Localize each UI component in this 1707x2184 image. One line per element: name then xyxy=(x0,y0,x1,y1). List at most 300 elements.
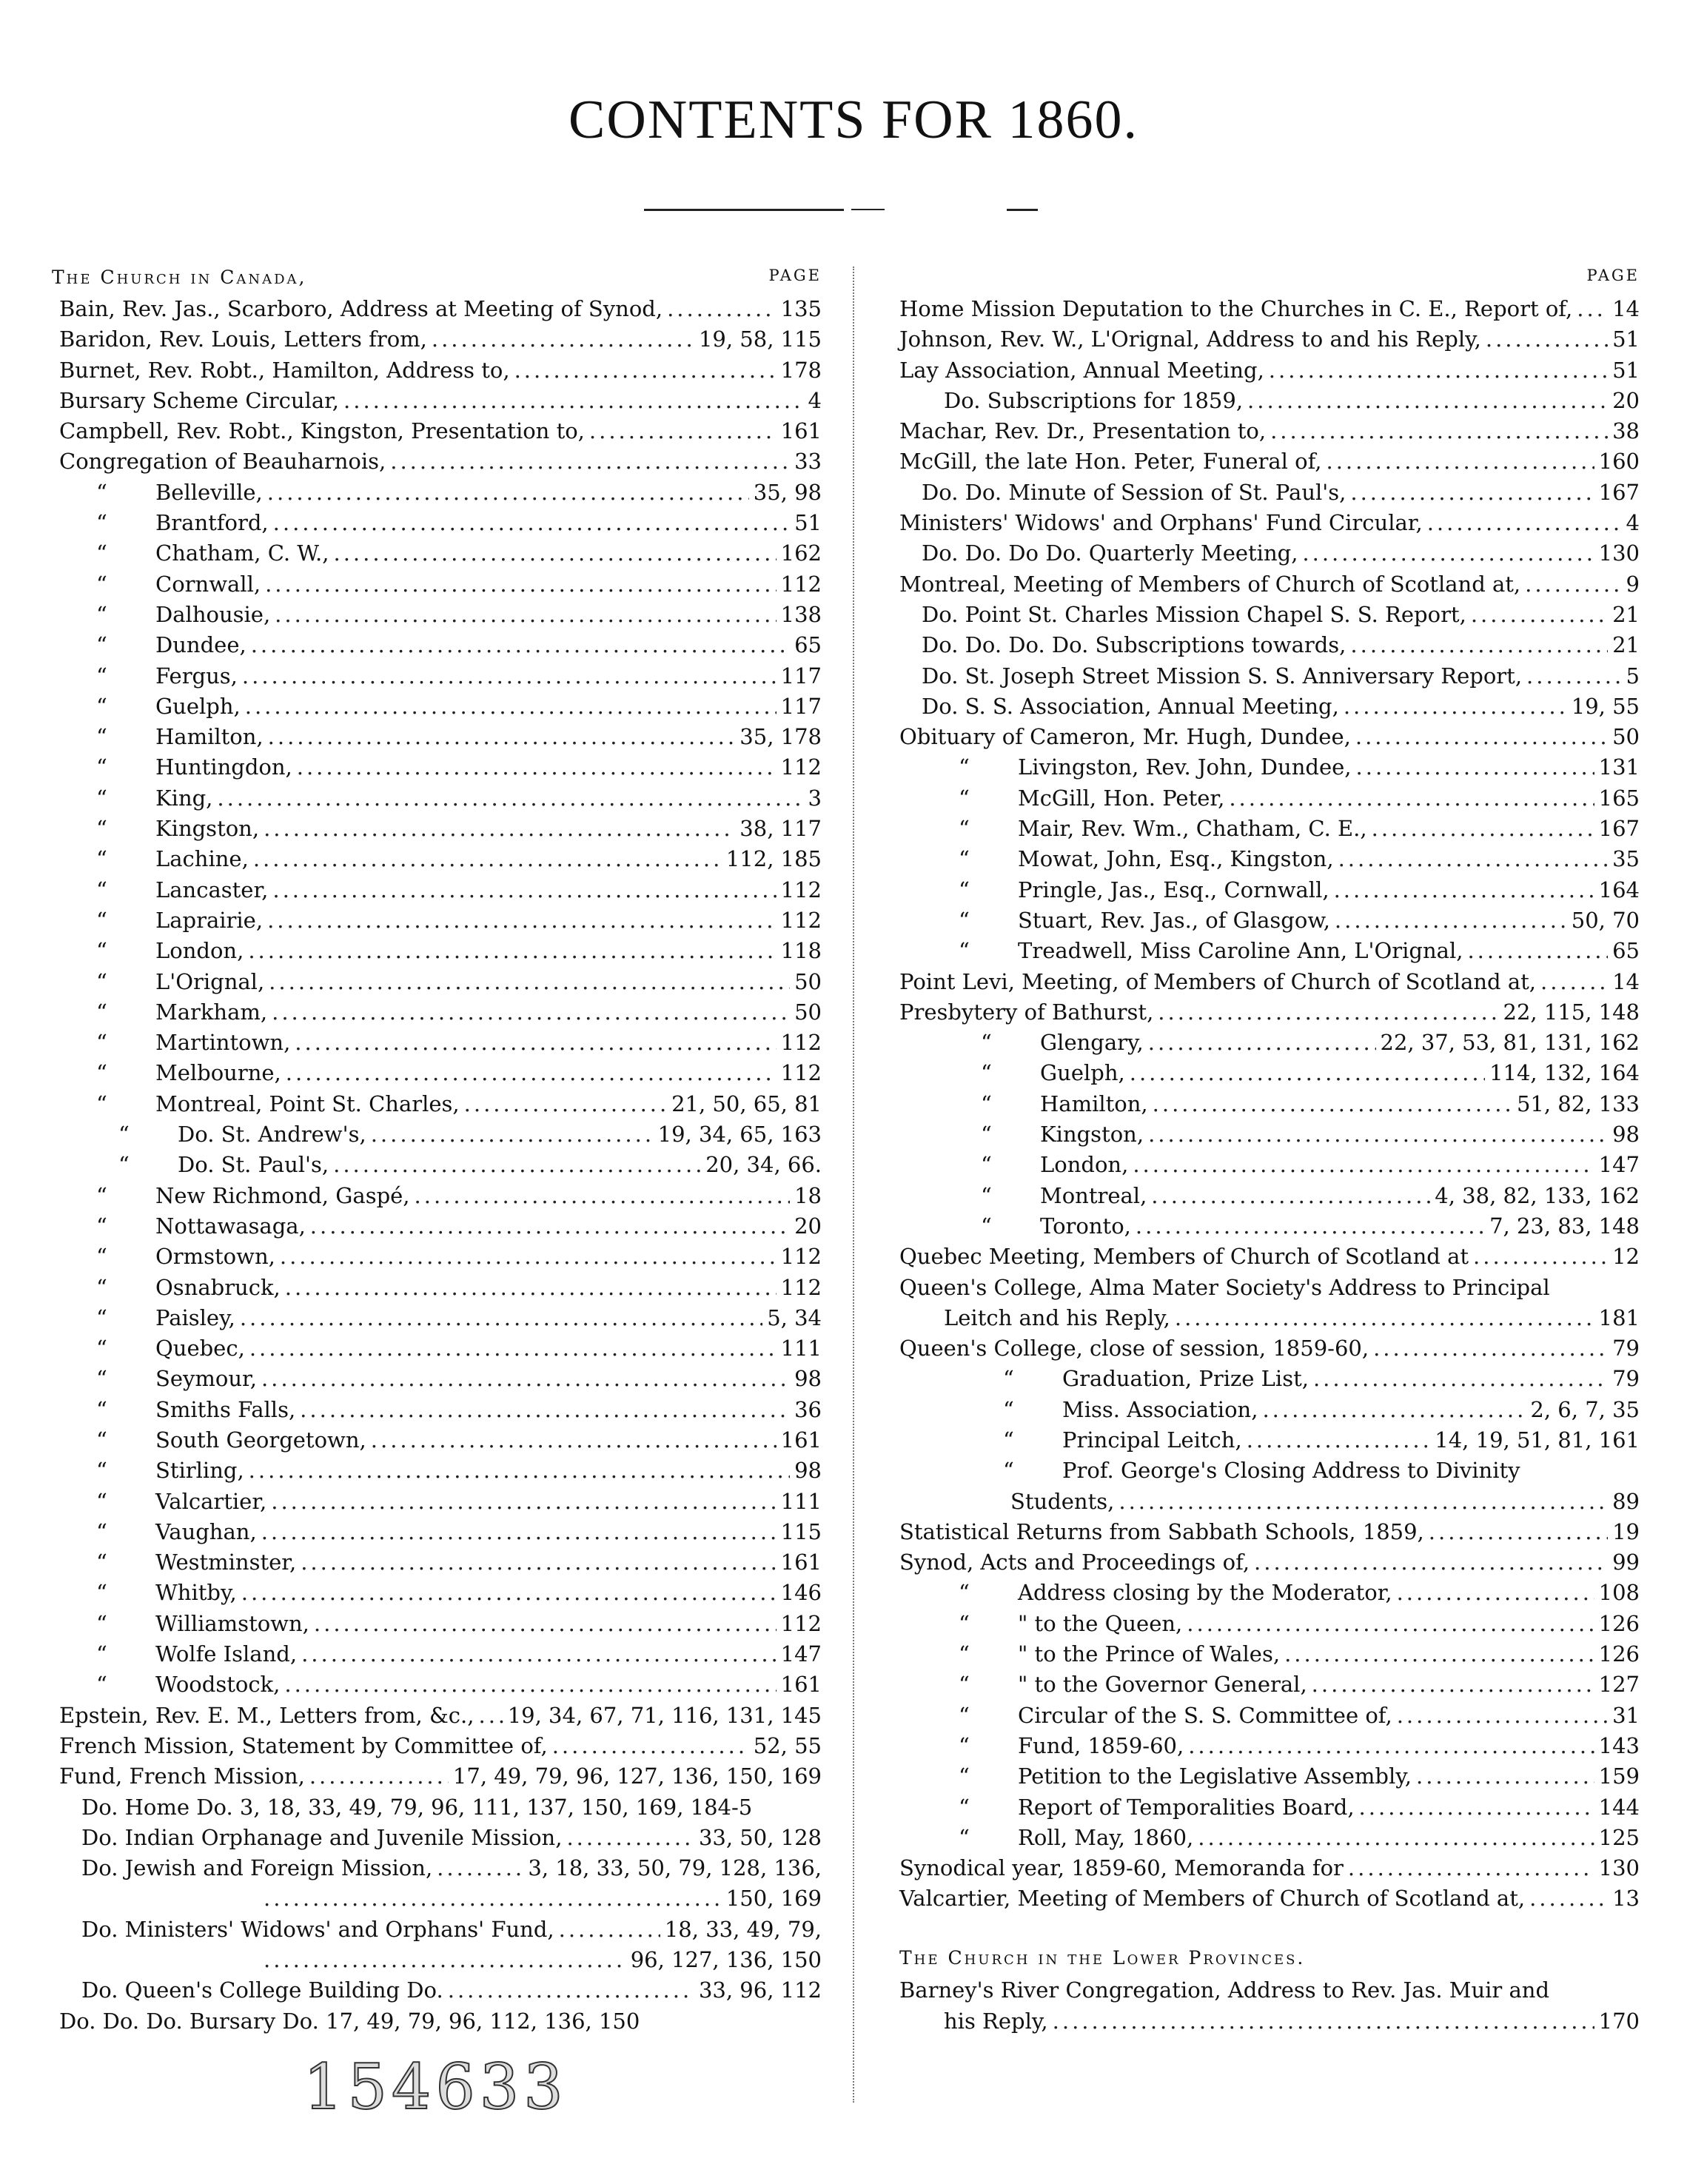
dot-leader xyxy=(280,1244,777,1269)
ditto-mark: “ xyxy=(96,1550,107,1575)
dot-leader xyxy=(1053,2009,1594,2034)
dot-leader xyxy=(566,1825,694,1850)
entry-pages: 12 xyxy=(1612,1244,1640,1270)
left-column-header xyxy=(52,267,822,296)
entry-label: Chatham, C. W., xyxy=(155,540,329,566)
ditto-mark: “ xyxy=(959,1641,970,1667)
dot-leader xyxy=(1247,388,1608,413)
page-column-label: PAGE xyxy=(768,267,822,284)
dot-leader xyxy=(1188,1733,1594,1758)
ditto-mark: “ xyxy=(96,540,107,566)
entry-label: Barney's River Congregation, Address to Rev. Jas. Muir and xyxy=(899,1977,1550,2003)
entry-label: Martintown, xyxy=(155,1030,291,1056)
index-entry xyxy=(899,480,1640,510)
entry-pages: 20, 34, 66. xyxy=(705,1152,822,1178)
entry-label: Do. Queen's College Building Do. xyxy=(81,1977,443,2003)
dot-leader xyxy=(297,754,777,780)
index-entry xyxy=(52,1427,822,1458)
dot-leader xyxy=(1540,969,1608,994)
dot-leader xyxy=(1525,572,1621,597)
entry-label: Point Levi, Meeting, of Members of Church of Scotland at, xyxy=(899,968,1536,994)
index-entry xyxy=(52,908,822,938)
entry-pages: 147 xyxy=(780,1641,822,1667)
index-entry xyxy=(899,1886,1640,1916)
right-entry-list xyxy=(899,296,1640,1917)
dot-leader xyxy=(261,1366,790,1391)
ditto-mark: “ xyxy=(96,1672,107,1698)
dot-leader xyxy=(1350,632,1608,657)
entry-label: Hamilton, xyxy=(1040,1091,1148,1116)
entry-label: Guelph, xyxy=(155,693,241,719)
entry-pages: 19, 55 xyxy=(1571,693,1640,719)
entry-pages: 164 xyxy=(1598,877,1640,902)
entry-pages: 167 xyxy=(1598,816,1640,842)
index-entry xyxy=(52,1763,822,1794)
entry-pages: 147 xyxy=(1598,1152,1640,1178)
entry-pages: 112 xyxy=(780,1060,822,1086)
section-heading: The Church in Canada, xyxy=(52,267,307,288)
entry-label: Quebec Meeting, Members of Church of Scotland at xyxy=(899,1244,1469,1270)
index-entry xyxy=(899,999,1640,1030)
dot-leader xyxy=(448,1977,694,2003)
index-entry xyxy=(899,1977,1640,2008)
dot-leader xyxy=(1151,1183,1430,1208)
index-entry xyxy=(52,480,822,510)
dot-leader xyxy=(1136,1213,1485,1239)
ditto-mark: “ xyxy=(981,1122,992,1148)
section-heading: The Church in the Lower Provinces. xyxy=(899,1947,1306,1969)
entry-pages: 51 xyxy=(1612,326,1640,352)
entry-label: Lachine, xyxy=(155,846,249,872)
entry-pages: 3, 18, 33, 50, 79, 128, 136, xyxy=(528,1855,822,1881)
dot-leader xyxy=(242,663,777,689)
index-entry xyxy=(52,1122,822,1152)
entry-label: Kingston, xyxy=(155,816,260,842)
ditto-mark: “ xyxy=(96,632,107,658)
index-entry xyxy=(899,632,1640,663)
entry-label: Fund, French Mission, xyxy=(59,1763,305,1789)
index-entry xyxy=(52,1886,822,1916)
ditto-mark: “ xyxy=(96,724,107,750)
index-entry xyxy=(899,1427,1640,1458)
index-entry xyxy=(899,969,1640,999)
index-entry xyxy=(899,326,1640,357)
index-entry xyxy=(52,754,822,785)
index-entry xyxy=(52,1611,822,1641)
entry-label: Paisley, xyxy=(155,1304,235,1330)
dot-leader xyxy=(269,969,790,994)
index-entry xyxy=(52,388,822,418)
index-entry xyxy=(52,1825,822,1855)
dot-leader xyxy=(1350,480,1594,505)
entry-pages: 117 xyxy=(780,693,822,719)
dot-leader xyxy=(1529,1886,1608,1911)
entry-pages: 51 xyxy=(1612,357,1640,383)
entry-pages: 178 xyxy=(780,357,822,383)
index-entry xyxy=(52,1795,822,1825)
entry-pages: 127 xyxy=(1598,1672,1640,1698)
entry-label: Osnabruck, xyxy=(155,1274,281,1300)
ditto-mark: “ xyxy=(96,968,107,994)
index-entry xyxy=(899,1580,1640,1610)
entry-pages: 130 xyxy=(1598,540,1640,566)
entry-pages: 19 xyxy=(1612,1518,1640,1544)
entry-label: Vaughan, xyxy=(155,1518,257,1544)
entry-pages: 126 xyxy=(1598,1610,1640,1636)
entry-pages: 138 xyxy=(780,601,822,627)
entry-pages: 130 xyxy=(1598,1855,1640,1881)
dot-leader xyxy=(295,1030,776,1055)
index-entry xyxy=(52,1580,822,1610)
entry-label: Livingston, Rev. John, Dundee, xyxy=(1018,754,1352,780)
entry-pages: 143 xyxy=(1598,1732,1640,1758)
ditto-mark: “ xyxy=(981,1060,992,1086)
entry-label: Epstein, Rev. E. M., Letters from, &c., xyxy=(59,1702,474,1728)
entry-label: Fund, 1859-60, xyxy=(1018,1732,1184,1758)
dot-leader xyxy=(267,908,777,933)
index-entry xyxy=(899,1733,1640,1763)
index-entry xyxy=(52,1947,822,1977)
ditto-mark: “ xyxy=(959,754,970,780)
entry-pages: 112 xyxy=(780,571,822,597)
dot-leader xyxy=(479,1703,503,1728)
entry-label: Stirling, xyxy=(155,1458,244,1484)
index-entry xyxy=(899,663,1640,694)
entry-label: Montreal, Point St. Charles, xyxy=(155,1091,460,1116)
entry-pages: 22, 115, 148 xyxy=(1503,999,1640,1025)
entry-pages: 181 xyxy=(1598,1304,1640,1330)
index-entry xyxy=(899,785,1640,816)
page-column-label: PAGE xyxy=(1586,267,1640,284)
entry-label: Valcartier, Meeting of Members of Church of Scotland at, xyxy=(899,1886,1526,1912)
dot-leader xyxy=(1526,663,1622,689)
entry-label: London, xyxy=(155,938,244,964)
entry-label: Fergus, xyxy=(155,663,238,689)
dot-leader xyxy=(268,724,736,749)
ditto-mark: “ xyxy=(959,1794,970,1820)
index-entry xyxy=(899,388,1640,418)
entry-label: Toronto, xyxy=(1040,1213,1131,1239)
index-entry xyxy=(899,1519,1640,1550)
dot-leader xyxy=(343,388,804,413)
entry-pages: 111 xyxy=(780,1488,822,1514)
index-entry xyxy=(52,816,822,846)
dot-leader xyxy=(275,602,776,627)
ditto-mark: “ xyxy=(96,1458,107,1484)
ditto-mark: “ xyxy=(959,1610,970,1636)
entry-pages: 35 xyxy=(1612,846,1640,872)
entry-pages: 98 xyxy=(1612,1122,1640,1148)
index-entry xyxy=(52,846,822,877)
entry-label: Obituary of Cameron, Mr. Hugh, Dundee, xyxy=(899,724,1351,750)
entry-label: his Reply, xyxy=(944,2008,1048,2034)
entry-label: " to the Queen, xyxy=(1018,1610,1183,1636)
entry-pages: 98 xyxy=(794,1366,822,1392)
ditto-mark: “ xyxy=(959,1702,970,1728)
entry-pages: 65 xyxy=(1612,938,1640,964)
index-entry xyxy=(899,1336,1640,1366)
dot-leader xyxy=(1338,846,1609,871)
dot-leader xyxy=(1397,1580,1594,1605)
index-entry xyxy=(52,358,822,388)
entry-label: Bain, Rev. Jas., Scarboro, Address at Meeting of Synod, xyxy=(59,296,663,321)
index-entry xyxy=(52,1672,822,1702)
dot-leader xyxy=(264,1947,626,1972)
dot-leader xyxy=(371,1122,654,1147)
entry-label: Pringle, Jas., Esq., Cornwall, xyxy=(1018,877,1329,902)
dot-leader xyxy=(1473,1244,1608,1269)
ditto-mark: “ xyxy=(96,693,107,719)
dot-leader xyxy=(272,999,790,1025)
index-entry xyxy=(899,938,1640,968)
entry-label: Dalhousie, xyxy=(155,601,271,627)
entry-pages: 89 xyxy=(1612,1488,1640,1514)
entry-label: Westminster, xyxy=(155,1550,297,1575)
entry-pages: 50 xyxy=(794,968,822,994)
entry-label: New Richmond, Gaspé, xyxy=(155,1182,410,1208)
entry-label: Baridon, Rev. Louis, Letters from, xyxy=(59,326,427,352)
entry-pages: 2, 6, 7, 35 xyxy=(1530,1396,1640,1422)
ditto-mark: “ xyxy=(959,1672,970,1698)
index-entry xyxy=(52,1519,822,1550)
dot-leader xyxy=(1577,296,1608,321)
left-column xyxy=(52,267,822,2039)
dot-leader xyxy=(1187,1611,1594,1636)
entry-label: Whitby, xyxy=(155,1580,237,1606)
entry-pages: 7, 23, 83, 148 xyxy=(1489,1213,1640,1239)
dot-leader xyxy=(1229,785,1594,811)
index-entry xyxy=(899,510,1640,540)
entry-label: Montreal, xyxy=(1040,1182,1147,1208)
ditto-mark: “ xyxy=(96,938,107,964)
dot-leader xyxy=(1130,1060,1485,1085)
ditto-mark: “ xyxy=(959,785,970,811)
index-entry xyxy=(52,1489,822,1519)
index-entry xyxy=(52,1855,822,1886)
dot-leader xyxy=(248,938,776,963)
dot-leader xyxy=(559,1917,660,1942)
entry-label: Do. Subscriptions for 1859, xyxy=(944,387,1244,413)
entry-label: Smiths Falls, xyxy=(155,1396,296,1422)
ditto-mark: “ xyxy=(96,479,107,505)
index-entry xyxy=(52,1397,822,1427)
ditto-mark: “ xyxy=(981,1091,992,1116)
dot-leader xyxy=(1284,1641,1594,1667)
entry-label: Wolfe Island, xyxy=(155,1641,298,1667)
entry-label: Prof. George's Closing Address to Divinity xyxy=(1062,1458,1520,1484)
dot-leader xyxy=(300,1397,790,1422)
index-entry xyxy=(899,1641,1640,1672)
entry-pages: 161 xyxy=(780,1550,822,1575)
dot-leader xyxy=(1175,1305,1594,1330)
entry-pages: 5 xyxy=(1626,663,1640,689)
entry-pages: 79 xyxy=(1612,1366,1640,1392)
dot-leader xyxy=(251,632,790,657)
index-entry xyxy=(899,358,1640,388)
entry-label: Glengary, xyxy=(1040,1030,1144,1056)
dot-leader xyxy=(415,1183,791,1208)
index-entry xyxy=(52,1275,822,1305)
library-stamp-number: 154633 xyxy=(303,2051,568,2123)
dot-leader xyxy=(1312,1672,1594,1697)
index-entry xyxy=(52,1733,822,1763)
entry-label: Do. Indian Orphanage and Juvenile Mission, xyxy=(81,1824,563,1850)
entry-pages: 33 xyxy=(794,449,822,475)
entry-pages: 112 xyxy=(780,1244,822,1270)
ditto-mark: “ xyxy=(981,1152,992,1178)
entry-label: Miss. Association, xyxy=(1062,1396,1258,1422)
entry-label: Address closing by the Moderator, xyxy=(1018,1580,1392,1606)
entry-label: Markham, xyxy=(155,999,268,1025)
index-entry xyxy=(52,632,822,663)
entry-pages: 65 xyxy=(794,632,822,658)
entry-pages: 33, 96, 112 xyxy=(698,1977,822,2003)
index-entry xyxy=(899,296,1640,326)
entry-pages: 118 xyxy=(780,938,822,964)
dot-leader xyxy=(333,1152,701,1177)
entry-label: McGill, the late Hon. Peter, Funeral of, xyxy=(899,449,1322,475)
entry-label: Burnet, Rev. Robt., Hamilton, Address to, xyxy=(59,357,510,383)
right-column-header xyxy=(899,267,1640,296)
entry-label: Do. Do. Do. Do. Subscriptions towards, xyxy=(922,632,1347,658)
entry-pages: 13 xyxy=(1612,1886,1640,1912)
entry-pages: 135 xyxy=(780,296,822,321)
entry-label: Do. S. S. Association, Annual Meeting, xyxy=(922,693,1339,719)
ditto-mark: “ xyxy=(96,877,107,902)
index-entry xyxy=(899,877,1640,908)
entry-label: Mair, Rev. Wm., Chatham, C. E., xyxy=(1018,816,1367,842)
index-entry xyxy=(52,999,822,1030)
entry-pages: 14, 19, 51, 81, 161 xyxy=(1435,1427,1640,1453)
index-entry xyxy=(899,724,1640,754)
entry-pages: 22, 37, 53, 81, 131, 162 xyxy=(1380,1030,1640,1056)
index-entry xyxy=(899,846,1640,877)
index-entry xyxy=(899,1275,1640,1305)
dot-leader xyxy=(310,1213,790,1239)
ditto-mark: “ xyxy=(96,1091,107,1116)
ditto-mark: “ xyxy=(96,1030,107,1056)
entry-label: Synod, Acts and Proceedings of, xyxy=(899,1550,1250,1575)
entry-pages: 160 xyxy=(1598,449,1640,475)
entry-pages: 112 xyxy=(780,1274,822,1300)
index-entry xyxy=(52,1977,822,2008)
entry-pages: 19, 34, 67, 71, 116, 131, 145 xyxy=(507,1702,822,1728)
entry-pages: 21 xyxy=(1612,601,1640,627)
entry-label: Roll, May, 1860, xyxy=(1018,1824,1194,1850)
title-rule-left xyxy=(644,209,844,211)
entry-label: Report of Temporalities Board, xyxy=(1018,1794,1355,1820)
entry-pages: 19, 58, 115 xyxy=(698,326,822,352)
index-entry xyxy=(899,1213,1640,1244)
entry-pages: 159 xyxy=(1598,1763,1640,1789)
entry-pages: 4, 38, 82, 133, 162 xyxy=(1435,1182,1640,1208)
entry-pages: 79 xyxy=(1612,1336,1640,1361)
entry-label: Mowat, John, Esq., Kingston, xyxy=(1018,846,1334,872)
entry-label: Hamilton, xyxy=(155,724,264,750)
dot-leader xyxy=(1133,1152,1594,1177)
index-entry xyxy=(899,1489,1640,1519)
index-entry xyxy=(52,2009,822,2039)
dot-leader xyxy=(1427,510,1622,535)
index-entry xyxy=(899,1855,1640,1886)
index-entry xyxy=(899,1763,1640,1794)
ditto-mark: “ xyxy=(959,938,970,964)
entry-label: " to the Governor General, xyxy=(1018,1672,1307,1698)
entry-label: Bursary Scheme Circular, xyxy=(59,387,340,413)
entry-pages: 51 xyxy=(794,510,822,536)
entry-label: French Mission, Statement by Committee of, xyxy=(59,1732,548,1758)
index-entry xyxy=(899,1550,1640,1580)
dot-leader xyxy=(245,694,777,719)
entry-label: Home Mission Deputation to the Churches in C. E., Report of, xyxy=(899,296,1573,321)
entry-pages: 161 xyxy=(780,418,822,444)
entry-pages: 115 xyxy=(780,1518,822,1544)
ditto-mark: “ xyxy=(96,846,107,872)
ditto-mark: “ xyxy=(96,1427,107,1453)
ditto-mark: “ xyxy=(96,510,107,536)
dot-leader xyxy=(589,418,777,443)
index-entry xyxy=(899,908,1640,938)
dot-leader xyxy=(1247,1427,1431,1453)
entry-pages: 14 xyxy=(1612,968,1640,994)
dot-leader xyxy=(241,1580,777,1605)
ditto-mark: “ xyxy=(96,571,107,597)
entry-pages: 36 xyxy=(794,1396,822,1422)
entry-label: Do. Jewish and Foreign Mission, xyxy=(81,1855,433,1881)
entry-label: Laprairie, xyxy=(155,907,264,933)
dot-leader xyxy=(249,1336,777,1361)
dot-leader xyxy=(249,1458,790,1483)
lower-entry-list xyxy=(899,1977,1640,2039)
ditto-mark: “ xyxy=(959,907,970,933)
dot-leader xyxy=(286,1060,777,1085)
left-entry-list xyxy=(52,296,822,2039)
entry-pages: 5, 34 xyxy=(767,1304,822,1330)
entry-pages: 126 xyxy=(1598,1641,1640,1667)
entry-label: South Georgetown, xyxy=(155,1427,366,1453)
entry-label: Do. Do. Do. Bursary Do. 17, 49, 79, 96, 112, 136, 150 xyxy=(59,2008,640,2034)
ditto-mark: “ xyxy=(96,1610,107,1636)
entry-pages: 38 xyxy=(1612,418,1640,444)
dot-leader xyxy=(667,296,777,321)
index-entry xyxy=(52,1091,822,1122)
dot-leader xyxy=(1467,938,1608,963)
dot-leader xyxy=(267,480,749,505)
index-entry xyxy=(52,969,822,999)
index-entry xyxy=(899,1366,1640,1396)
index-entry xyxy=(52,938,822,968)
ditto-mark: “ xyxy=(96,1274,107,1300)
dot-leader xyxy=(1198,1825,1594,1850)
ditto-mark: “ xyxy=(96,1182,107,1208)
entry-label: Valcartier, xyxy=(155,1488,267,1514)
entry-pages: 52, 55 xyxy=(753,1732,822,1758)
index-entry xyxy=(52,510,822,540)
index-entry xyxy=(899,694,1640,724)
entry-pages: 112 xyxy=(780,877,822,902)
entry-label: Huntingdon, xyxy=(155,754,292,780)
entry-pages: 131 xyxy=(1598,754,1640,780)
entry-pages: 162 xyxy=(780,540,822,566)
column-divider xyxy=(853,267,854,2103)
index-entry xyxy=(899,1183,1640,1213)
entry-pages: 112 xyxy=(780,1030,822,1056)
entry-label: Stuart, Rev. Jas., of Glasgow, xyxy=(1018,907,1330,933)
entry-label: Petition to the Legislative Assembly, xyxy=(1018,1763,1412,1789)
index-entry xyxy=(52,1030,822,1060)
entry-label: Dundee, xyxy=(155,632,247,658)
dot-leader xyxy=(1313,1366,1608,1391)
